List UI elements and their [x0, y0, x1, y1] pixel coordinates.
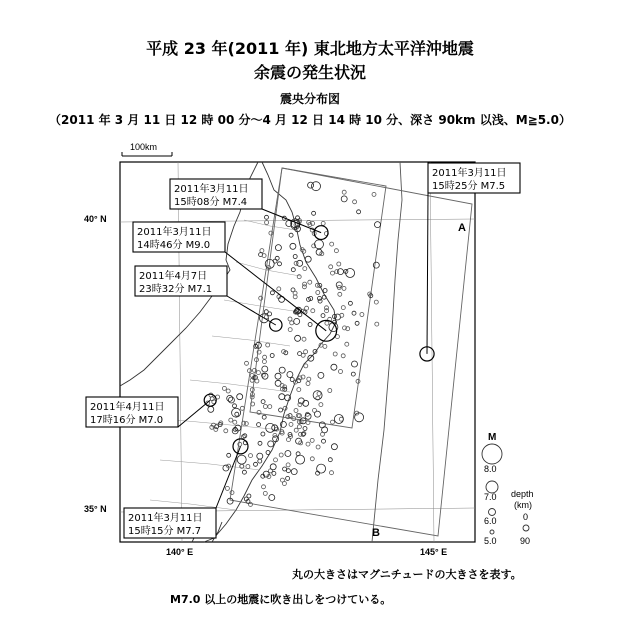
aftershock-marker [304, 364, 308, 368]
aftershock-marker [287, 438, 291, 442]
aftershock-marker [279, 394, 285, 400]
aftershock-marker [246, 465, 250, 469]
aftershock-marker [312, 211, 316, 215]
aftershock-marker [255, 379, 259, 383]
aftershock-marker [357, 210, 361, 214]
aftershock-marker [227, 453, 231, 457]
aftershock-marker [291, 268, 295, 272]
aftershock-marker [294, 428, 298, 432]
legend-depth-circle-0 [523, 525, 529, 531]
aftershock-marker [262, 366, 268, 372]
aftershock-marker [329, 265, 333, 269]
aftershock-marker [308, 323, 312, 327]
aftershock-marker [254, 462, 258, 466]
aftershock-marker [302, 337, 306, 341]
lat-label-40: 40° N [84, 214, 107, 224]
aftershock-marker [341, 306, 345, 310]
aftershock-marker [285, 451, 291, 457]
aftershock-marker [318, 372, 324, 378]
aftershock-marker [214, 427, 218, 431]
callout-date: 2011年3月11日 [432, 168, 507, 179]
aftershock-marker [321, 314, 325, 318]
aftershock-marker [233, 404, 237, 408]
aftershock-marker [342, 286, 346, 290]
aftershock-marker [355, 413, 364, 422]
aftershock-marker [225, 486, 229, 490]
aftershock-marker [265, 215, 269, 219]
aftershock-epicenters [206, 182, 381, 507]
aftershock-marker [268, 441, 274, 447]
aftershock-marker [360, 313, 364, 317]
callout-time-magnitude: 23時32分 M7.1 [139, 284, 213, 295]
aftershock-marker [242, 470, 246, 474]
legend [482, 432, 534, 546]
aftershock-marker [341, 354, 345, 358]
aftershock-marker [339, 370, 343, 374]
aftershock-marker [319, 403, 323, 407]
aftershock-marker [229, 418, 233, 422]
aftershock-marker [248, 369, 252, 373]
period-caption: （2011 年 3 月 11 日 12 時 00 分～4 月 12 日 14 時 10 分、深さ 90km 以浅、M≧5.0） [49, 113, 571, 127]
aftershock-marker [290, 378, 294, 382]
callout-date: 2011年3月11日 [128, 513, 203, 524]
page-subtitle: 余震の発生状況 [253, 63, 366, 82]
aftershock-marker [331, 420, 335, 424]
aftershock-marker [259, 296, 263, 300]
scale-bar-label: 100km [130, 142, 158, 152]
aftershock-marker [312, 182, 321, 191]
aftershock-marker [257, 423, 261, 427]
aftershock-marker [269, 495, 275, 501]
aftershock-marker [316, 291, 320, 295]
aftershock-marker [263, 491, 267, 495]
callout-2 [135, 266, 282, 331]
aftershock-marker [317, 392, 321, 396]
aftershock-marker [293, 255, 297, 259]
aftershock-marker [266, 343, 270, 347]
aftershock-marker [290, 243, 296, 249]
legend-mag-title: M [488, 432, 497, 443]
aftershock-marker [311, 309, 315, 313]
aftershock-marker [306, 442, 310, 446]
aftershock-marker [330, 242, 334, 246]
aftershock-marker [351, 372, 355, 376]
aftershock-marker [270, 464, 276, 470]
aftershock-marker [345, 342, 349, 346]
aftershock-marker [372, 192, 376, 196]
aftershock-marker [294, 318, 300, 324]
aftershock-marker [262, 485, 266, 489]
aftershock-marker [222, 386, 226, 390]
aftershock-marker [275, 245, 281, 251]
aftershock-marker [305, 306, 309, 310]
legend-depth-0: 0 [523, 512, 529, 522]
legend-circle-8 [482, 444, 502, 464]
aftershock-marker [261, 400, 265, 404]
aftershock-marker [307, 377, 311, 381]
aftershock-marker [286, 476, 290, 480]
lon-label-140: 140° E [166, 547, 194, 557]
aftershock-marker [261, 432, 265, 436]
aftershock-marker [375, 322, 379, 326]
aftershock-marker [331, 444, 337, 450]
aftershock-marker [245, 361, 249, 365]
legend-label-8: 8.0 [484, 464, 497, 474]
aftershock-marker [277, 287, 281, 291]
aftershock-marker [263, 405, 267, 409]
aftershock-marker [270, 354, 274, 358]
aftershock-marker [304, 350, 308, 354]
aftershock-marker [286, 469, 290, 473]
aftershock-marker [294, 409, 298, 413]
aftershock-marker [319, 422, 325, 428]
trench-line [372, 162, 402, 542]
aftershock-marker [262, 360, 266, 364]
aftershock-marker [228, 397, 234, 403]
region-b-box [230, 168, 472, 536]
coastline [204, 162, 336, 542]
aftershock-marker [258, 441, 262, 445]
aftershock-marker [375, 222, 381, 228]
aftershock-marker [318, 296, 322, 300]
aftershock-marker [297, 388, 301, 392]
aftershock-marker [227, 395, 233, 401]
aftershock-marker [278, 262, 282, 266]
aftershock-marker [273, 433, 277, 437]
aftershock-marker [303, 427, 307, 431]
aftershock-marker [286, 463, 290, 467]
lat-label-35: 35° N [84, 504, 107, 514]
aftershock-marker [374, 300, 378, 304]
aftershock-marker [303, 267, 307, 271]
lon-label-145: 145° E [420, 547, 448, 557]
aftershock-marker [247, 494, 251, 498]
aftershock-marker [265, 221, 269, 225]
region-b-label: B [372, 527, 380, 539]
aftershock-marker [331, 364, 337, 370]
aftershock-marker [280, 478, 284, 482]
aftershock-marker [237, 394, 243, 400]
aftershock-marker [353, 200, 357, 204]
aftershock-marker [297, 260, 303, 266]
aftershock-marker [288, 328, 292, 332]
aftershock-marker [308, 355, 314, 361]
aftershock-marker [322, 439, 326, 443]
scale-bar [122, 142, 172, 156]
aftershock-marker [295, 335, 301, 341]
aftershock-marker [325, 321, 329, 325]
callout-time-magnitude: 14時46分 M9.0 [137, 240, 211, 251]
aftershock-marker [283, 467, 287, 471]
aftershock-marker [355, 321, 359, 325]
aftershock-marker [306, 382, 310, 386]
aftershock-marker [315, 283, 319, 287]
note-callouts: M7.0 以上の地震に吹き出しをつけている。 [170, 593, 392, 606]
callout-leader-line [227, 296, 276, 325]
aftershock-marker [334, 249, 338, 253]
aftershock-marker [321, 432, 325, 436]
aftershock-marker [297, 425, 301, 429]
aftershock-marker [348, 301, 352, 305]
aftershock-marker [342, 190, 346, 194]
aftershock-marker [321, 221, 325, 225]
aftershock-marker [294, 261, 298, 265]
aftershock-marker [268, 312, 272, 316]
legend-label-5: 5.0 [484, 536, 497, 546]
aftershock-marker [328, 389, 332, 393]
aftershock-marker [279, 367, 285, 373]
aftershock-marker [270, 291, 274, 295]
aftershock-marker [338, 292, 342, 296]
aftershock-marker [297, 275, 301, 279]
aftershock-marker [308, 280, 312, 284]
callout-time-magnitude: 15時08分 M7.4 [174, 197, 248, 208]
aftershock-marker [258, 459, 262, 463]
aftershock-marker [268, 405, 272, 409]
aftershock-marker [288, 317, 292, 321]
aftershock-marker [328, 458, 332, 462]
aftershock-marker [224, 429, 228, 433]
aftershock-marker [352, 311, 356, 315]
region-a-box [250, 168, 386, 428]
aftershock-marker [290, 321, 294, 325]
legend-depth-title: depth [511, 489, 534, 499]
callout-time-magnitude: 15時25分 M7.5 [432, 181, 506, 192]
aftershock-marker [233, 420, 237, 424]
note-circle-size: 丸の大きさはマグニチュードの大きさを表す。 [292, 568, 522, 581]
aftershock-marker [341, 196, 347, 202]
aftershock-marker [279, 453, 283, 457]
aftershock-marker [260, 249, 264, 253]
legend-circle-6 [489, 509, 496, 516]
callout-time-magnitude: 17時16分 M7.0 [90, 415, 164, 426]
region-a-label: A [458, 222, 466, 234]
aftershock-marker [272, 471, 276, 475]
aftershock-marker [275, 373, 281, 379]
aftershock-marker [296, 455, 305, 464]
legend-depth-unit: (km) [514, 500, 532, 510]
legend-circle-5 [490, 530, 494, 534]
aftershock-marker [274, 458, 278, 462]
aftershock-marker [249, 454, 253, 458]
aftershock-marker [331, 271, 335, 275]
aftershock-marker [316, 445, 320, 449]
aftershock-marker [240, 406, 244, 410]
aftershock-marker [325, 309, 329, 313]
aftershock-marker [317, 464, 326, 473]
aftershock-marker [303, 282, 307, 286]
aftershock-marker [289, 422, 293, 426]
aftershock-marker [275, 256, 279, 260]
aftershock-marker [313, 408, 317, 412]
aftershock-marker [269, 231, 273, 235]
aftershock-marker [256, 371, 260, 375]
legend-depth-90: 90 [520, 536, 531, 546]
aftershock-marker [352, 361, 358, 367]
legend-label-6: 6.0 [484, 516, 497, 526]
callout-date: 2011年4月11日 [90, 402, 165, 413]
aftershock-marker [301, 353, 305, 357]
aftershock-marker [279, 408, 283, 412]
aftershock-marker [235, 412, 239, 416]
aftershock-marker [333, 352, 337, 356]
aftershock-marker [310, 457, 314, 461]
aftershock-marker [226, 389, 230, 393]
callout-leader-line [427, 193, 428, 354]
aftershock-marker [291, 469, 297, 475]
aftershock-marker [323, 289, 327, 293]
map-title: 震央分布図 [279, 92, 340, 106]
aftershock-marker [305, 256, 311, 262]
callout-date: 2011年4月7日 [139, 271, 208, 282]
aftershock-marker [373, 262, 379, 268]
aftershock-marker [330, 471, 334, 475]
page-title: 平成 23 年(2011 年) 東北地方太平洋沖地震 [146, 39, 474, 58]
aftershock-marker [323, 344, 327, 348]
aftershock-marker [337, 262, 341, 266]
aftershock-marker [230, 491, 234, 495]
aftershock-marker [310, 438, 314, 442]
aftershock-marker [208, 406, 214, 412]
aftershock-marker [266, 451, 270, 455]
callout-time-magnitude: 15時15分 M7.7 [128, 526, 202, 537]
aftershock-marker [315, 240, 324, 249]
aftershock-marker [257, 453, 263, 459]
aftershock-marker [263, 355, 267, 359]
aftershock-marker [289, 233, 293, 237]
legend-label-7: 7.0 [484, 492, 497, 502]
callout-date: 2011年3月11日 [137, 227, 212, 238]
callout-3 [420, 163, 520, 361]
aftershock-marker [287, 372, 293, 378]
aftershock-marker [262, 415, 266, 419]
callout-date: 2011年3月11日 [174, 184, 249, 195]
aftershock-marker [334, 415, 343, 424]
aftershock-marker [263, 471, 269, 477]
aftershock-marker [237, 455, 246, 464]
